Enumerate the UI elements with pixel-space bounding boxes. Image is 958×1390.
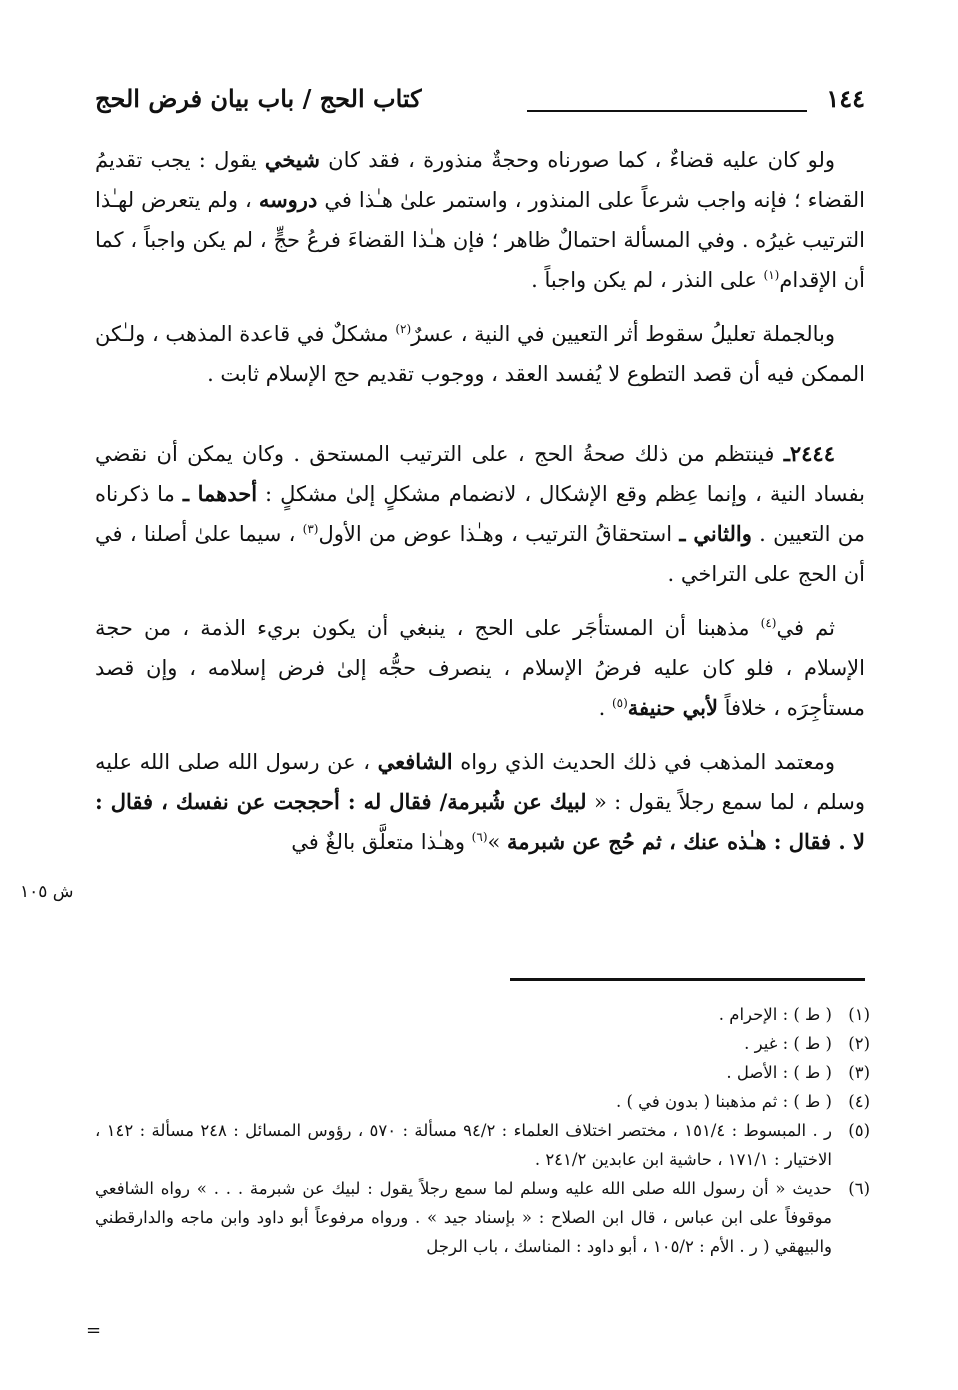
footnote-number: (٦) <box>848 1179 870 1198</box>
paragraph: ولو كان عليه قضاءٌ ، كما صورناه وحجةٌ منذورة ، فقد كان شيخي يقول : يجب تقديمُ القضاء ؛ فإنه واجب شرعاً على المنذور ، واستمر علىٰ هـٰذا في دروسه ، ولم يتعرض لهـٰذا الترتيب غيرُه . وفي المسألة احتمالٌ ظاهر ؛ فإن هـٰذا القضاءَ فرعُ حجٍّ ، لم يكن واجباً ، كما أن الإقدام$^{(١)}$ على النذر ، لم يكن واجباً . <box>95 147 865 292</box>
footnote <box>95 1029 870 1058</box>
footnote-number: (٢) <box>848 1034 870 1053</box>
footnote-separator <box>510 978 865 981</box>
footnote <box>95 1058 870 1087</box>
footnote-text: ( ط ) : الأصل . <box>726 1063 832 1082</box>
footnote <box>95 1116 870 1174</box>
footnote-text: حديث « أن رسول الله صلى الله عليه وسلم لما سمع رجلاً يقول : لبيك عن شبرمة . . . » رواه الشافعي موقوفاً على ابن عباس ، قال ابن الصلاح : « بإسناد جيد » . ورواه مرفوعاً أبو داود وابن ماجه والدارقطني والبيهقي ( ر . الأم : ١٠٥/٢ ، أبو داود : المناسك ، باب الرجل <box>95 1179 832 1256</box>
footnote-number: (٣) <box>848 1063 870 1082</box>
page-header <box>95 82 865 122</box>
footnote-text: ر . المبسوط : ١٥١/٤ ، مختصر اختلاف العلماء : ٩٤/٢ مسألة : ٥٧٠ ، رؤوس المسائل : ٢٤٨ مسألة : ١٤٢ ، الاختيار : ١٧١/١ ، حاشية ابن عابدين ٢٤١/٢ . <box>95 1121 832 1169</box>
paragraph: ٢٤٤٤ـ فينتظم من ذلك صحةُ الحج ، على الترتيب المستحق . وكان يمكن أن نقضي بفساد النية ، وإنما عِظم وقع الإشكال ، لانضمام مشكلٍ إلىٰ مشكلٍ : أحدهما ـ ما ذكرناه من التعيين . والثاني ـ استحقاقُ الترتيب ، وهـٰذا عوض من الأول$^{(٣)}$ ، سيما علىٰ أصلنا ، في أن الحج على التراخي . <box>95 441 866 586</box>
continuation-mark: = <box>86 1320 102 1341</box>
footnote-number: (١) <box>848 1005 870 1024</box>
paragraph: ومعتمد المذهب في ذلك الحديث الذي رواه الشافعي ، عن رسول الله صلى الله عليه وسلم ، لما سمع رجلاً يقول : « لبيك عن شُبرمة/ فقال له : أحججت عن نفسك ، فقال : لا . فقال : هـٰذه عنك ، ثم حُج عن شبرمة »$^{(٦)}$ وهـٰذا متعلَّق بالغٌ في <box>95 749 865 854</box>
footnote <box>95 1174 870 1261</box>
footnote-text: ( ط ) : غير . <box>744 1034 832 1053</box>
footnote-text: ( ط ) : الإحرام . <box>718 1005 832 1024</box>
footnote-number: (٤) <box>848 1092 870 1111</box>
footnote <box>95 1087 870 1116</box>
margin-note: ش ١٠٥ <box>20 882 74 902</box>
paragraph: ثم في$^{(٤)}$ مذهبنا أن المستأجَر على الحج ، ينبغي أن يكون بريء الذمة ، من حجة الإسلام ، فلو كان عليه فرضُ الإسلام ، ينصرف حجُّه إلىٰ فرض إسلامه ، وإن قصد مستأجِرَه ، خلافاً لأبي حنيفة$^{(٥)}$ . <box>95 616 865 720</box>
footnote-text: ( ط ) : ثم مذهبنا ( بدون في ) . <box>616 1092 832 1111</box>
page-number: ١٤٤ <box>826 84 865 113</box>
footnotes <box>95 1000 870 1261</box>
footnote <box>95 1000 870 1029</box>
header-rule <box>527 110 807 112</box>
running-title: كتاب الحج / باب بيان فرض الحج <box>95 84 422 113</box>
paragraph: وبالجملة تعليلُ سقوط أثر التعيين في النية ، عسرٌ$^{(٢)}$ مشكلٌ في قاعدة المذهب ، ولـٰكن الممكن فيه أن قصد التطوع لا يُفسد العقد ، ووجوب تقديم حج الإسلام ثابت . <box>95 322 865 386</box>
footnote-number: (٥) <box>848 1121 870 1140</box>
main-text <box>95 140 865 876</box>
